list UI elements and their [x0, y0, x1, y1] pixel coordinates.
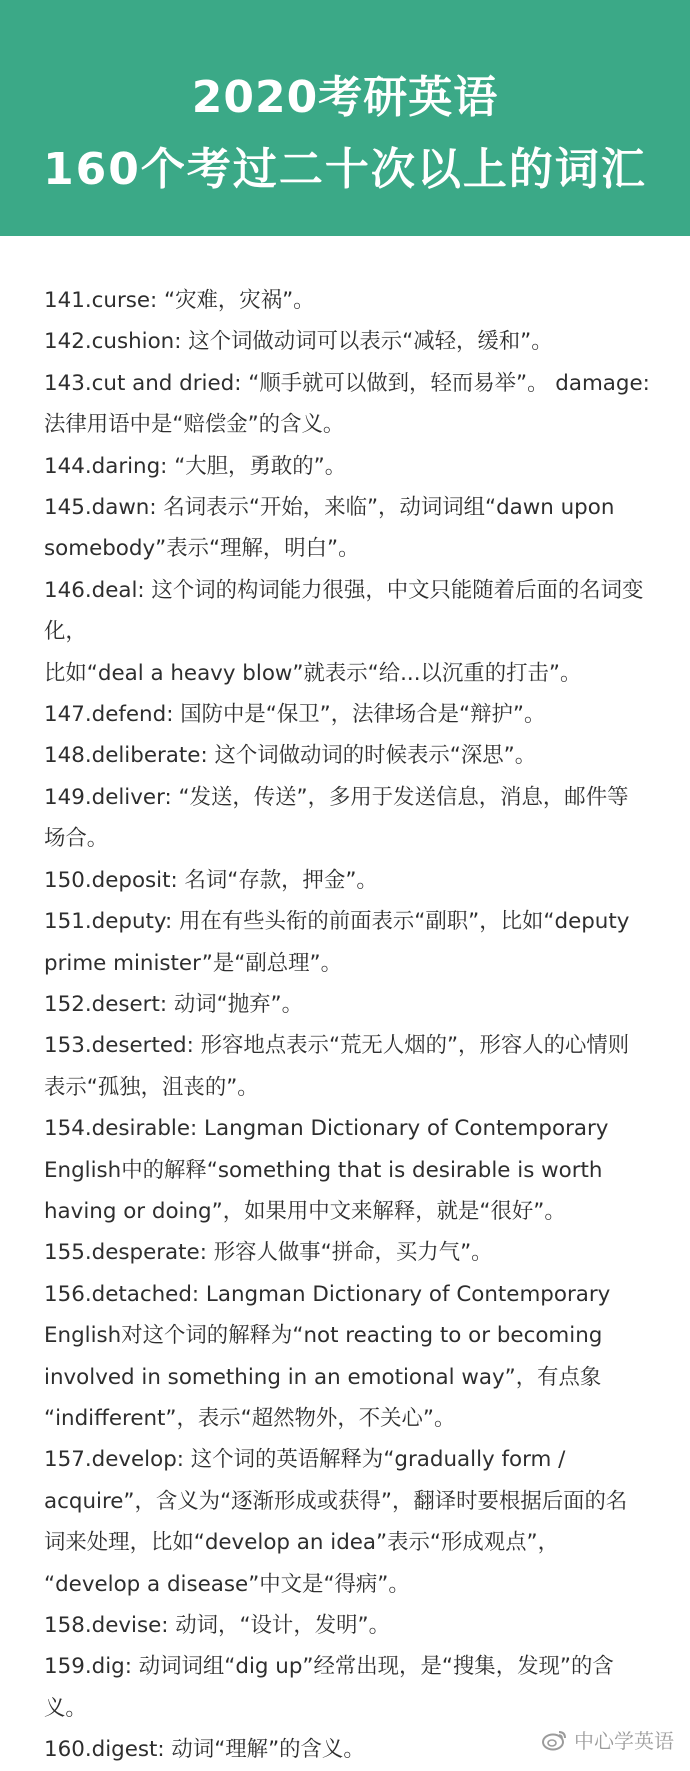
vocabulary-entry-line: 147.defend: 国防中是“保卫”，法律场合是“辩护”。	[44, 702, 546, 728]
vocabulary-entry-line: involved in something in an emotional way”，有点象	[44, 1364, 602, 1390]
vocabulary-entry-line: 149.deliver: “发送，传送”，多用于发送信息，消息，邮件等	[44, 784, 629, 810]
vocabulary-entry-line: 155.desperate: 形容人做事“拼命，买力气”。	[44, 1240, 493, 1266]
vocabulary-entry-line: 义。	[44, 1695, 87, 1721]
vocabulary-entry-line: English中的解释“something that is desirable is worth	[44, 1157, 603, 1183]
page-subtitle: 160个考过二十次以上的词汇	[43, 144, 647, 195]
vocabulary-entry-line: 153.deserted: 形容地点表示“荒无人烟的”，形容人的心情则	[44, 1033, 630, 1059]
vocabulary-entry-line: English对这个词的解释为“not reacting to or becoming	[44, 1323, 603, 1349]
vocabulary-entry-line: acquire”，含义为“逐渐形成或获得”，翻译时要根据后面的名	[44, 1488, 628, 1514]
vocabulary-entry-line: 场合。	[44, 826, 109, 852]
vocabulary-list	[44, 280, 654, 1771]
vocabulary-entry-line: 151.deputy: 用在有些头衔的前面表示“副职”，比如“deputy	[44, 909, 630, 935]
watermark	[542, 1725, 674, 1754]
title-banner	[0, 0, 690, 236]
vocabulary-entry-line: prime minister”是“副总理”。	[44, 950, 342, 976]
vocabulary-entry-line: 144.daring: “大胆，勇敢的”。	[44, 453, 347, 479]
vocabulary-entry-line: 148.deliberate: 这个词做动词的时候表示“深思”。	[44, 743, 537, 769]
vocabulary-entry-line: 表示“孤独，沮丧的”。	[44, 1074, 259, 1100]
vocabulary-entry-line: “develop a disease”中文是“得病”。	[44, 1571, 410, 1597]
vocabulary-entry-line: 158.devise: 动词，“设计，发明”。	[44, 1613, 390, 1638]
vocabulary-entry-line: “indifferent”，表示“超然物外，不关心”。	[44, 1405, 456, 1431]
watermark-text: 中心学英语	[574, 1729, 674, 1753]
vocabulary-entry-line: 146.deal: 这个词的构词能力很强，中文只能随着后面的名词变化，	[44, 577, 644, 645]
vocabulary-entry-line: 143.cut and dried: “顺手就可以做到，轻而易举”。 damage:	[44, 370, 650, 396]
page-title: 2020考研英语	[191, 72, 499, 123]
vocabulary-entry-line: 154.desirable: Langman Dictionary of Contemporary	[44, 1116, 609, 1142]
vocabulary-entry-line: 145.dawn: 名词表示“开始，来临”，动词词组“dawn upon	[44, 495, 615, 521]
vocabulary-entry-line: 141.curse: “灾难，灾祸”。	[44, 288, 315, 313]
vocabulary-entry-line: 150.deposit: 名词“存款，押金”。	[44, 867, 378, 893]
vocabulary-entry-line: 159.dig: 动词词组“dig up”经常出现，是“搜集，发现”的含	[44, 1654, 614, 1680]
vocabulary-entry-line: 160.digest: 动词“理解”的含义。	[44, 1737, 365, 1763]
vocabulary-entry-line: 157.develop: 这个词的英语解释为“gradually form /	[44, 1447, 566, 1473]
weibo-icon	[542, 1729, 568, 1751]
vocabulary-entry-line: 词来处理，比如“develop an idea”表示“形成观点”，	[44, 1530, 560, 1556]
vocabulary-entry-line: 法律用语中是“赔偿金”的含义。	[44, 412, 345, 438]
vocabulary-entry-line: 142.cushion: 这个词做动词可以表示“减轻，缓和”。	[44, 329, 553, 355]
vocabulary-entry-line: 152.desert: 动词“抛弃”。	[44, 991, 303, 1017]
vocabulary-entry-line: having or doing”，如果用中文来解释，就是“很好”。	[44, 1198, 566, 1224]
vocabulary-entry-line: somebody”表示“理解，明白”。	[44, 536, 360, 562]
vocabulary-entry-line: 比如“deal a heavy blow”就表示“给...以沉重的打击”。	[44, 660, 582, 686]
vocabulary-entry-line: 156.detached: Langman Dictionary of Contemporary	[44, 1281, 611, 1307]
